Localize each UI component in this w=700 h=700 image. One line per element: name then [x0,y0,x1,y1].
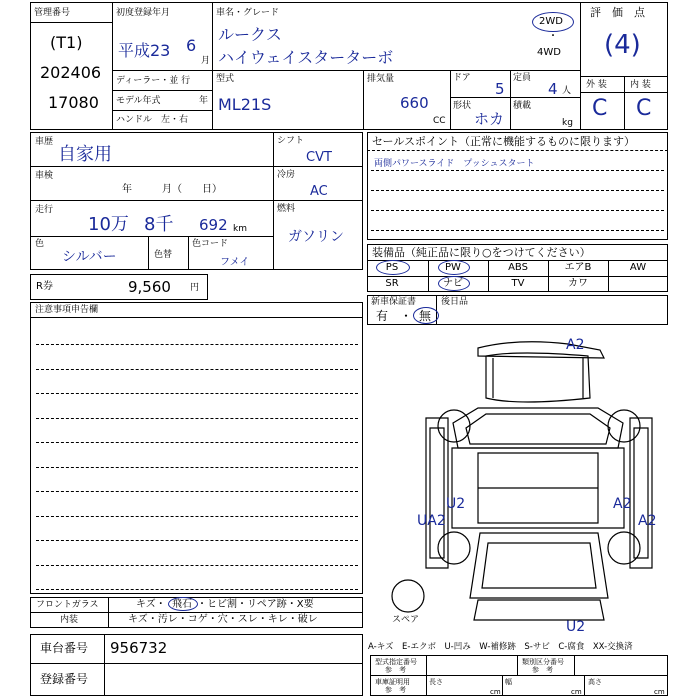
class-ref: 参 考 [532,666,553,674]
doors-label: ドア [453,73,471,83]
first-reg-month: 6 [186,36,197,55]
mgmt-number-2: 17080 [48,93,99,112]
car-grade: ハイウェイスターターボ [218,48,394,67]
equip-aw: AW [629,262,647,273]
damage-mark-right: A2 [638,513,657,529]
sales-point-1: 両側パワースライド プッシュスタート [374,159,535,169]
equip-leather: カワ [568,278,588,289]
car-name-label: 車名・グレード [216,8,280,18]
load-label: 積載 [513,101,532,111]
interior-grade: C [636,96,652,121]
r-ticket-box [30,274,208,300]
damage-mark-left: UA2 [417,513,446,529]
interior-row-label: 内装 [60,615,79,625]
rear-seat-label: 後日品 [441,297,469,307]
load-unit: kg [562,118,573,128]
capacity-unit: 人 [562,86,572,96]
first-reg-era: 平成23 [118,41,171,60]
chassis-label: 車台番号 [40,641,89,655]
notes-ruled-line [36,344,358,345]
height-unit: cm [654,688,665,696]
mgmt-label: 管理番号 [34,8,71,18]
equip-sr: SR [385,278,399,289]
registration-label: 登録番号 [40,672,89,686]
month-unit: 月 [201,56,211,66]
color-label: 色 [35,239,45,249]
mgmt-number-1: 202406 [40,63,102,82]
mgmt-code: (T1) [50,33,83,52]
damage-mark-bottom: U2 [566,619,586,635]
r-ticket-unit: 円 [190,283,200,293]
damage-mark-left-upper: U2 [446,496,466,512]
notes-ruled-line [36,516,358,517]
equip-abs: ABS [508,262,528,273]
exterior-label: 外 装 [586,80,607,90]
model-value: ML21S [218,95,272,114]
damage-mark-top: A2 [566,337,585,353]
notes-ruled-line [36,589,358,590]
length-unit: cm [490,688,501,696]
notes-ruled-line [36,540,358,541]
cc-unit: CC [433,116,446,126]
shape-label: 形状 [453,101,472,111]
history-label: 車歴 [35,137,54,147]
front-glass-text-b: ・ヒビ割・リペア跡・X要 [197,599,314,610]
notes-ruled-line [36,369,358,370]
interior-row-text: キズ・汚レ・コゲ・穴・スレ・キレ・破レ [128,614,318,625]
interior-label: 内 装 [630,80,651,90]
equip-navi: ナビ [443,278,463,289]
handle-label: ハンドル 左・右 [116,115,189,125]
shape-value: ホカ [474,110,505,128]
notes-ruled-line [36,393,358,394]
car-name: ルークス [218,25,282,44]
exterior-grade: C [592,96,608,121]
notes-ruled-line [36,418,358,419]
equip-airbag: エアB [564,262,592,273]
model-year-label: モデル年式 [116,96,161,106]
model-label: 型式 [216,74,235,84]
equip-tv: TV [511,278,525,289]
notes-ruled-line [36,467,358,468]
dealer-label: ディーラー・並 行 [116,76,191,86]
color-code-value: フメイ [220,257,250,268]
front-glass-text-a: キズ・ [136,599,166,610]
history-value: 自家用 [58,144,112,165]
notes-panel [30,302,363,594]
notes-ruled-line [36,565,358,566]
fuel-label: 燃料 [277,204,296,214]
notes-label: 注意事項申告欄 [35,305,99,315]
equip-ps: PS [385,262,399,273]
car-damage-diagram [368,328,668,640]
chassis-value: 956732 [110,639,168,657]
displacement-label: 排気量 [367,74,395,84]
doors-value: 5 [495,80,505,98]
color-change-label: 色替 [154,250,173,260]
mileage-man: 10万 [88,214,129,235]
equipment-label: 装備品（純正品に限り○をつけてください） [372,246,591,259]
capacity-value: 4 [548,80,558,98]
displacement-value: 660 [400,94,429,112]
height-label: 高さ [588,678,602,686]
km-unit: km [233,224,247,234]
damage-mark-right-upper: A2 [613,496,632,512]
shaken-label: 車検 [35,171,54,181]
year-unit: 年 [199,96,209,106]
front-glass-stone: 飛石 [172,599,192,610]
width-unit: cm [571,688,582,696]
mileage-sen: 8千 [144,214,174,235]
shift-label: シフト [277,136,305,146]
shift-value: CVT [306,150,332,165]
notes-ruled-line [36,491,358,492]
warranty-value: 有 ・ [376,309,413,323]
equip-pw: PW [445,262,461,273]
ac-value: AC [310,184,328,199]
width-label: 幅 [505,678,512,686]
notes-ruled-line [36,442,358,443]
ac-label: 冷房 [277,170,296,180]
warranty-label: 新車保証書 [371,297,417,307]
type-ref: 参 考 [385,666,406,674]
spare-label: スペア [392,615,420,625]
front-glass-label: フロントガラス [36,600,99,610]
drive-dot: ・ [548,31,558,42]
sales-label: セールスポイント（正常に機能するものに限ります） [372,135,636,148]
rating-value: (4) [604,30,641,60]
warranty-none: 無 [419,309,432,323]
garage-cert-ref: 参 考 [385,686,406,694]
capacity-label: 定員 [513,73,532,83]
sales-panel [367,132,668,240]
mileage-rest: 692 [199,216,228,234]
color-value: シルバー [62,249,117,265]
fuel-value: ガソリン [288,229,344,245]
rating-label: 評 価 点 [590,6,645,19]
r-ticket-label: R券 [36,281,53,292]
r-ticket-value: 9,560 [128,278,171,296]
mileage-label: 走行 [35,205,54,215]
drive-4wd: 4WD [537,47,561,58]
shaken-text: 年 月（ 日） [122,184,222,195]
length-label: 長さ [429,678,443,686]
garage-cert-label: 車庫証明用 [375,678,410,686]
class-number-label: 類別区分番号 [522,658,564,666]
type-number-label: 型式指定番号 [375,658,417,666]
drive-2wd: 2WD [539,16,563,27]
first-reg-label: 初度登録年月 [116,8,171,18]
damage-legend: A-キズ E-エクボ U-凹み W-補修跡 S-サビ C-腐食 XX-交換済 [368,642,633,652]
color-code-label: 色コード [192,239,229,249]
